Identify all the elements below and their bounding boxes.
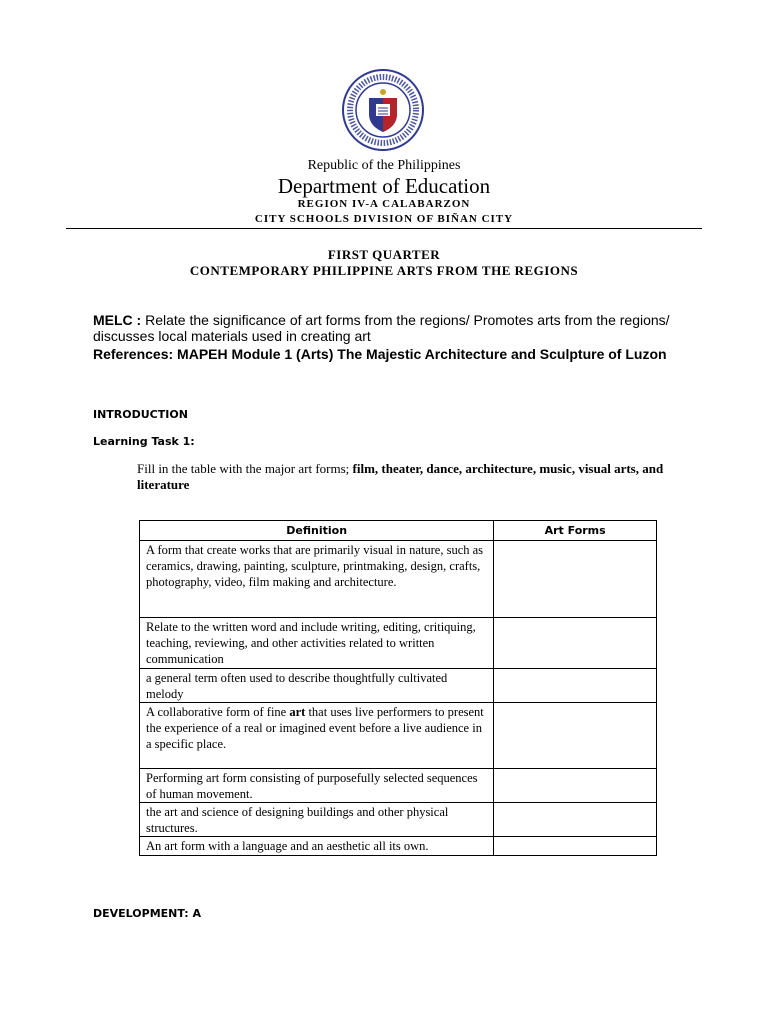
definition-cell xyxy=(140,703,494,769)
task-instruction xyxy=(137,461,677,493)
definition-text: A collaborative form of fine xyxy=(146,705,290,719)
table-row xyxy=(140,541,657,618)
definition-text: that uses live performers to present the experience of a real or imagined event before a live audience in a specific place. xyxy=(146,705,484,751)
subject-title: CONTEMPORARY PHILIPPINE ARTS FROM THE REGIONS xyxy=(189,263,579,278)
definition-cell: An art form with a language and an aesthetic all its own. xyxy=(140,837,494,856)
definition-cell: Performing art form consisting of purposefully selected sequences of human movement. xyxy=(140,769,494,803)
instruction-art-forms: film, theater, dance, architecture, music, visual arts, and literature xyxy=(137,461,664,492)
table-header-row xyxy=(140,521,657,541)
art-form-cell[interactable] xyxy=(494,837,657,856)
art-forms-header: Art Forms xyxy=(494,521,657,541)
melc-label: MELC : xyxy=(93,312,142,328)
development-heading: DEVELOPMENT: A xyxy=(93,907,202,920)
table-row xyxy=(140,669,657,703)
definition-cell: a general term often used to describe thoughtfully cultivated melody xyxy=(140,669,494,703)
department-title: Department of Education xyxy=(277,174,491,198)
references: References: MAPEH Module 1 (Arts) The Majestic Architecture and Sculpture of Luzon xyxy=(93,346,667,362)
melc-text: Relate the significance of art forms from the regions/ Promotes arts from the regions/ discusses local materials used in creating art xyxy=(93,312,670,344)
definition-bold-word: art xyxy=(289,705,306,719)
art-form-cell[interactable] xyxy=(494,541,657,618)
art-form-cell[interactable] xyxy=(494,803,657,837)
definition-cell: A form that create works that are primarily visual in nature, such as ceramics, drawing, painting, sculpture, printmaking, design, crafts, photography, video, film making and architecture. xyxy=(140,541,494,618)
republic-label: Republic of the Philippines xyxy=(307,158,461,173)
table-row xyxy=(140,837,657,856)
quarter-title: FIRST QUARTER xyxy=(327,247,441,262)
region-label: REGION IV-A CALABARZON xyxy=(297,198,471,210)
art-forms-table xyxy=(139,520,657,856)
definition-cell: the art and science of designing buildings and other physical structures. xyxy=(140,803,494,837)
art-form-cell[interactable] xyxy=(494,618,657,669)
deped-seal xyxy=(341,68,425,152)
table-row xyxy=(140,769,657,803)
definition-header: Definition xyxy=(140,521,494,541)
art-form-cell[interactable] xyxy=(494,703,657,769)
table-row xyxy=(140,618,657,669)
definition-cell: Relate to the written word and include writing, editing, critiquing, teaching, reviewing, and other activities related to written communication xyxy=(140,618,494,669)
learning-task-heading: Learning Task 1: xyxy=(93,435,195,448)
art-form-cell[interactable] xyxy=(494,669,657,703)
table-row xyxy=(140,703,657,769)
header-divider xyxy=(66,228,702,229)
instruction-prefix: Fill in the table with the major art forms; xyxy=(137,461,353,476)
art-form-cell[interactable] xyxy=(494,769,657,803)
table-row xyxy=(140,803,657,837)
introduction-heading: INTRODUCTION xyxy=(93,408,188,421)
melc-paragraph xyxy=(93,312,683,344)
division-label: CITY SCHOOLS DIVISION OF BIÑAN CITY xyxy=(254,213,514,225)
